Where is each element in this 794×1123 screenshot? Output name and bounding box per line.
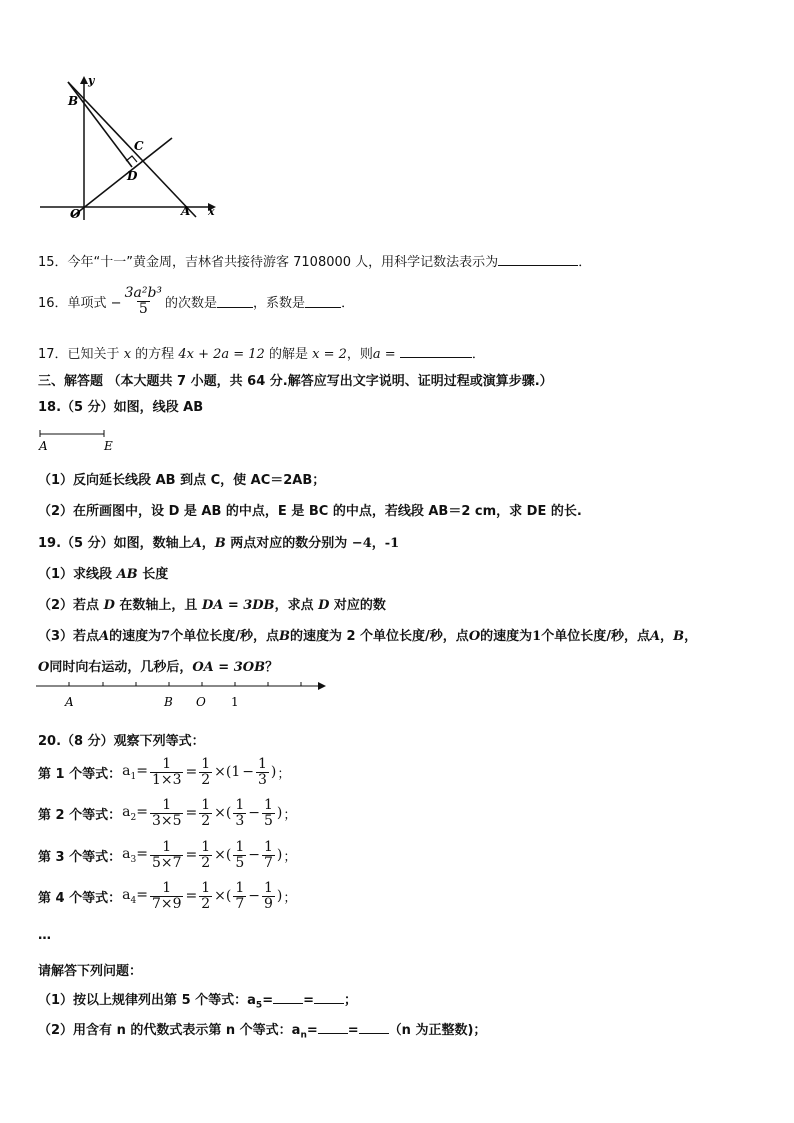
eq-label: 第 1 个等式： — [38, 766, 122, 782]
q16-prefix: 16．单项式 − — [38, 295, 122, 311]
label-o: O — [70, 207, 81, 221]
label-d: D — [127, 169, 138, 183]
q20-p2-blank-b[interactable] — [359, 1021, 389, 1034]
eq-fraction-half: $\frac{1}{2}$ — [201, 756, 211, 788]
q19-p3-point-o: O — [468, 629, 481, 644]
q19-p3-a: （3）若点 — [38, 629, 100, 644]
eq-fraction-half: $\frac{1}{2}$ — [201, 797, 211, 829]
q19-p1-b: 长度 — [142, 567, 169, 582]
q18-part-2: （2）在所画图中，设 D 是 AB 的中点，E 是 BC 的中点，若线段 AB＝2 cm，求 DE 的长. — [38, 504, 582, 519]
q17-prefix: 17．已知关于 — [38, 347, 120, 362]
axis-label-one: 1 — [231, 695, 239, 709]
q19-p2-d2: D — [318, 598, 330, 613]
q17-blank[interactable] — [400, 345, 472, 358]
q20-part-2: （2）用含有 n 的代数式表示第 n 个等式：$a_n= = (n$ 为正整数)； — [38, 1023, 487, 1041]
q20-p2-end: （n 为正整数)； — [388, 1023, 487, 1038]
q20-p2-sub: n — [300, 1030, 307, 1041]
q19-p3-v1: 7 — [161, 629, 171, 644]
q19-p3-v3: 1 — [532, 629, 542, 644]
eq-term: $a_4=$ — [122, 886, 148, 906]
question-17 — [38, 343, 485, 362]
q15-end: ． — [578, 255, 592, 270]
eq-label: 第 3 个等式： — [38, 849, 122, 865]
q19-p3-b: 的速度为 — [109, 629, 162, 644]
q19-p3-point-a2: A — [649, 629, 661, 644]
q16-denominator: 5 — [138, 300, 148, 317]
q19-point-a: A — [191, 536, 202, 551]
q20-p2-text: （2）用含有 n 的代数式表示第 n 个等式：a — [38, 1023, 301, 1038]
q20-p1-text: （1）按以上规律列出第 5 个等式：a — [38, 993, 256, 1008]
q17-equation: 4x + 2a = 12 — [178, 347, 265, 362]
q17-mid2: 的解是 — [268, 347, 308, 362]
label-b: B — [68, 94, 79, 108]
eq-fraction-b: $\frac{1}{5}$ — [264, 797, 273, 829]
q15-blank[interactable] — [498, 253, 578, 266]
q19-p2-a: （2）若点 — [38, 598, 100, 613]
q19-part-3 — [38, 625, 697, 644]
q19-values: −4，-1 — [351, 536, 400, 551]
eq-fraction-main: $\frac{1}{1\times 3}$ — [151, 756, 182, 788]
q20-ellipsis: … — [38, 928, 51, 943]
q19-p2-b: 在数轴上，且 — [119, 598, 198, 613]
q20-equation-2: 第 2 个等式： $a_2=$ $\frac{1}{3\times 5}$ = $\frac{1}{2}$ ×( $\frac{1}{3}$ − $\frac{1}{5}$ ) ； — [38, 797, 297, 829]
label-c: C — [134, 139, 144, 153]
eq-fraction-b: $\frac{1}{9}$ — [264, 880, 273, 912]
label-a: A — [181, 204, 191, 218]
q19-p3l2-a: 同时向右运动，几秒后， — [49, 660, 193, 675]
eq-fraction-main: $\frac{1}{3\times 5}$ — [151, 797, 182, 829]
q19-p3-h: ， — [684, 629, 698, 644]
q19-p3l2-b: ？ — [265, 660, 279, 675]
number-line-arrow — [318, 682, 326, 690]
q19-p3l2-eq: OA = 3OB — [192, 660, 266, 675]
q16-blank-coefficient[interactable] — [305, 295, 341, 308]
number-line — [36, 676, 330, 716]
label-y: y — [88, 74, 95, 87]
q20-p1-sub: 5 — [255, 1000, 263, 1011]
eq-fraction-a: $\frac{1}{3}$ — [235, 797, 245, 829]
q17-solution: x = 2 — [312, 347, 347, 362]
q19-p3-d: 的速度为 2 个单位长度/秒，点 — [289, 629, 469, 644]
q19-p3-c: 个单位长度/秒，点 — [170, 629, 279, 644]
q20-p1-end: ； — [344, 993, 358, 1008]
question-15 — [38, 251, 591, 270]
q19-part-2 — [38, 594, 386, 613]
q19-p3-f: 个单位长度/秒，点 — [541, 629, 650, 644]
eq-term: $a_3=$ — [122, 845, 148, 865]
q20-equation-1: 第 1 个等式： $a_1=$ $\frac{1}{1\times 3}$ = $\frac{1}{2}$ ×(1 − $\frac{1}{3}$ ) ； — [38, 756, 291, 788]
y-axis-arrow — [80, 76, 88, 84]
question-16 — [38, 286, 354, 316]
q20-title: 20.（8 分）观察下列等式： — [38, 734, 205, 749]
q19-sep: ， — [201, 536, 215, 551]
q16-mid: 的次数是 — [165, 295, 218, 311]
axis-label-b: B — [164, 695, 173, 709]
q16-numerator: 3a²b³ — [124, 285, 163, 301]
q19-p3-g: ， — [660, 629, 674, 644]
q19-p3-point-b: B — [278, 629, 290, 644]
q20-part-1: （1）按以上规律列出第 5 个等式：$a_5=$ = ； — [38, 993, 358, 1011]
q19-p3-point-b2: B — [673, 629, 685, 644]
q20-p2-blank-a[interactable] — [318, 1021, 348, 1034]
q16-fraction — [123, 286, 164, 316]
q20-p1-blank-a[interactable] — [273, 991, 303, 1004]
q19-p1-var: AB — [116, 567, 138, 582]
eq-fraction-main: $\frac{1}{7\times 9}$ — [151, 880, 182, 912]
q16-blank-degree[interactable] — [217, 295, 253, 308]
q19-part-3-line-2 — [38, 656, 278, 675]
eq-fraction-a: $\frac{1}{7}$ — [235, 880, 245, 912]
eq-fraction-b: $\frac{1}{3}$ — [257, 756, 267, 788]
q19-title-b: 两点对应的数分别为 — [230, 536, 348, 551]
q19-p2-c: ，求点 — [274, 598, 314, 613]
q19-p1-a: （1）求线段 — [38, 567, 113, 582]
q17-end: ． — [471, 347, 485, 362]
q17-var: x — [123, 347, 132, 362]
eq-fraction-a: $\frac{1}{5}$ — [235, 839, 245, 871]
line-ba — [68, 82, 196, 217]
eq-term: $a_2=$ — [122, 803, 148, 823]
q19-title — [38, 532, 399, 551]
q17-ask: a = — [372, 347, 396, 362]
label-x: x — [208, 205, 215, 218]
q19-p3l2-o: O — [38, 660, 50, 675]
q19-title-a: 19.（5 分）如图，数轴上 — [38, 536, 192, 551]
q19-part-1 — [38, 563, 168, 582]
q20-equation-3: 第 3 个等式： $a_3=$ $\frac{1}{5\times 7}$ = $\frac{1}{2}$ ×( $\frac{1}{5}$ − $\frac{1}{7}$ ) ； — [38, 839, 297, 871]
q17-mid3: ，则 — [346, 347, 373, 362]
q16-mid2: ，系数是 — [253, 295, 306, 311]
q16-end: ． — [341, 295, 355, 311]
eq-label: 第 4 个等式： — [38, 890, 122, 906]
eq-term: $a_1=$ — [122, 762, 148, 782]
q19-p3-point-a: A — [99, 629, 110, 644]
segment-label-a: A — [39, 439, 48, 453]
eq-fraction-half: $\frac{1}{2}$ — [201, 880, 211, 912]
q19-p2-eq: DA = 3DB — [201, 598, 275, 613]
axis-label-o: O — [196, 695, 206, 709]
q19-p2-d: D — [103, 598, 115, 613]
q20-p1-blank-b[interactable] — [314, 991, 344, 1004]
eq-fraction-main: $\frac{1}{5\times 7}$ — [151, 839, 182, 871]
q19-point-b: B — [214, 536, 226, 551]
eq-fraction-b: $\frac{1}{7}$ — [264, 839, 273, 871]
axis-label-a: A — [65, 695, 74, 709]
q18-title: 18.（5 分）如图，线段 AB — [38, 400, 204, 415]
q18-part-1: （1）反向延长线段 AB 到点 C，使 AC＝2AB； — [38, 473, 326, 488]
q19-p2-d-text: 对应的数 — [333, 598, 386, 613]
q20-ask: 请解答下列问题： — [38, 964, 143, 979]
eq-label: 第 2 个等式： — [38, 807, 122, 823]
segment-label-b: E — [104, 439, 113, 453]
eq-fraction-half: $\frac{1}{2}$ — [201, 839, 211, 871]
q20-equation-4: 第 4 个等式： $a_4=$ $\frac{1}{7\times 9}$ = $\frac{1}{2}$ ×( $\frac{1}{7}$ − $\frac{1}{9}$ ) ； — [38, 880, 297, 912]
q15-text: 15．今年“十一”黄金周，吉林省共接待游客 7108000 人，用科学记数法表示为 — [38, 255, 499, 270]
segment-ab-figure — [36, 424, 126, 454]
section-3-heading: 三、解答题 （本大题共 7 小题，共 64 分.解答应写出文字说明、证明过程或演算步骤.） — [38, 374, 553, 389]
line-oc — [72, 138, 172, 217]
q19-p3-e: 的速度为 — [480, 629, 533, 644]
q17-mid: 的方程 — [135, 347, 175, 362]
coordinate-figure — [36, 70, 226, 226]
